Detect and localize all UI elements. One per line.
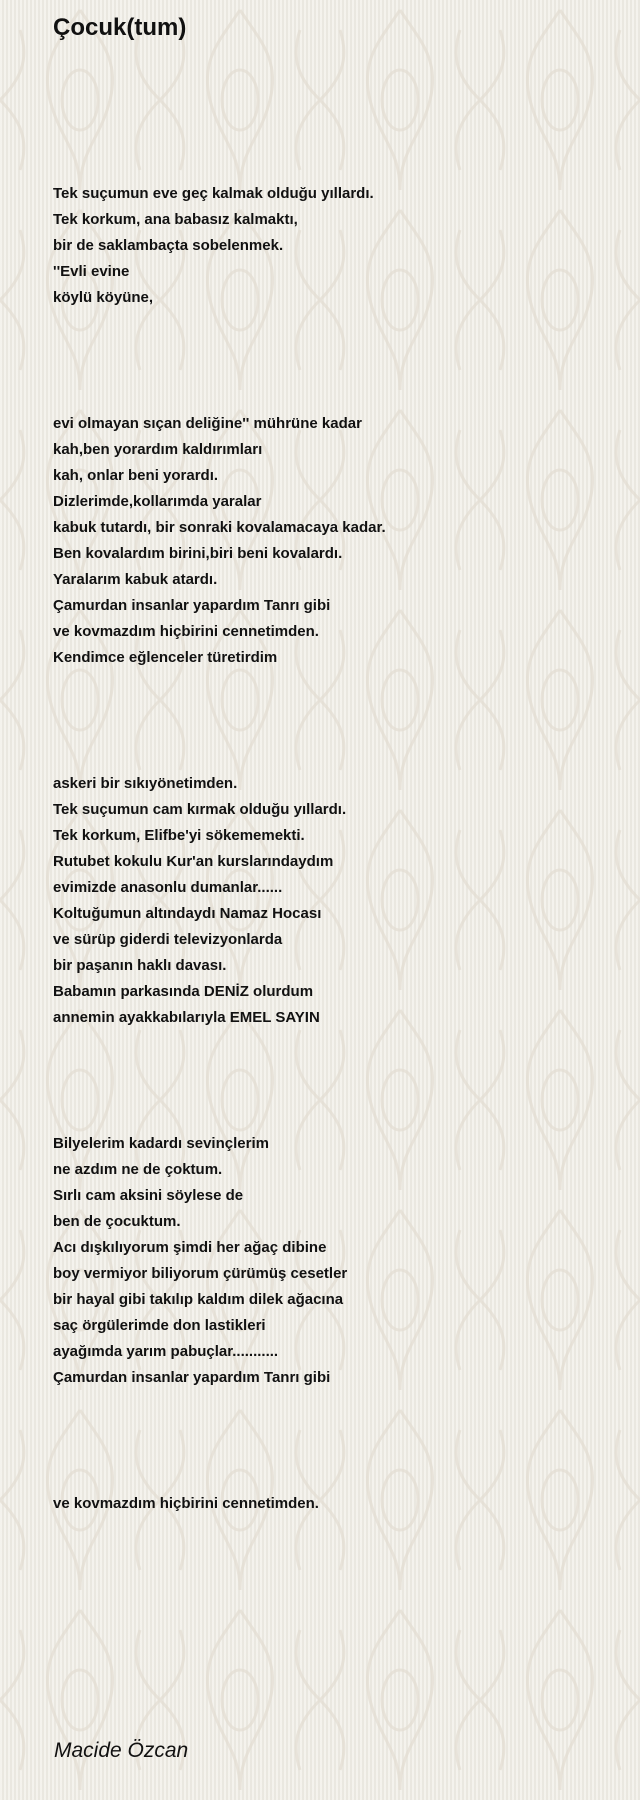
poem-line: evi olmayan sıçan deliğine'' mührüne kadar: [53, 415, 362, 432]
poem-line: bir de saklambaçta sobelenmek.: [53, 237, 284, 254]
poem-line: Tek suçumun cam kırmak olduğu yıllardı.: [53, 801, 347, 818]
stanza-1: [53, 181, 374, 311]
poem-line: kah,ben yorardım kaldırımları: [53, 441, 263, 458]
poem-line: Rutubet kokulu Kur'an kurslarındaydım: [53, 853, 334, 870]
poem-line: Çamurdan insanlar yapardım Tanrı gibi: [53, 1369, 331, 1386]
poem-line: Dizlerimde,kollarımda yaralar: [53, 493, 262, 510]
poem-line: Tek korkum, Elifbe'yi sökememekti.: [53, 827, 305, 844]
poem-line: Ben kovalardım birini,biri beni kovalardı.: [53, 545, 343, 562]
poem-line: ve kovmazdım hiçbirini cennetimden.: [53, 623, 319, 640]
stanza-3: [53, 771, 346, 1031]
poem-line: ben de çocuktum.: [53, 1213, 181, 1230]
poem-title: Çocuk(tum): [53, 14, 187, 41]
poem-line: Tek suçumun eve geç kalmak olduğu yıllardı.: [53, 185, 374, 202]
poem-line: bir hayal gibi takılıp kaldım dilek ağacına: [53, 1291, 344, 1308]
poem-line: Bilyelerim kadardı sevinçlerim: [53, 1135, 269, 1152]
poem-line: askeri bir sıkıyönetimden.: [53, 775, 238, 792]
stanza-2: [53, 411, 386, 671]
poem-line: Çamurdan insanlar yapardım Tanrı gibi: [53, 597, 331, 614]
poem-line: saç örgülerimde don lastikleri: [53, 1317, 266, 1334]
poem-line: Sırlı cam aksini söylese de: [53, 1187, 244, 1204]
poem-line: ''Evli evine: [53, 263, 130, 280]
poem-line: ve kovmazdım hiçbirini cennetimden.: [53, 1495, 319, 1512]
poem-line: ve sürüp giderdi televizyonlarda: [53, 931, 283, 948]
poem-line: Acı dışkılıyorum şimdi her ağaç dibine: [53, 1239, 327, 1256]
poem-line: evimizde anasonlu dumanlar......: [53, 879, 283, 896]
poem-line: Kendimce eğlenceler türetirdim: [53, 649, 278, 666]
stanza-4: [53, 1131, 347, 1391]
author-name[interactable]: Macide Özcan: [54, 1739, 189, 1762]
poem-line: Yaralarım kabuk atardı.: [53, 571, 218, 588]
stanza-5: [53, 1491, 319, 1517]
poem-line: kah, onlar beni yorardı.: [53, 467, 219, 484]
poem-line: Koltuğumun altındaydı Namaz Hocası: [53, 905, 322, 922]
poem-line: köylü köyüne,: [53, 289, 154, 306]
poem-line: annemin ayakkabılarıyla EMEL SAYIN: [53, 1009, 320, 1026]
poem-line: Babamın parkasında DENİZ olurdum: [53, 983, 314, 1000]
poem-line: ayağımda yarım pabuçlar...........: [53, 1343, 279, 1360]
poem-line: kabuk tutardı, bir sonraki kovalamacaya kadar.: [53, 519, 386, 536]
poem-line: bir paşanın haklı davası.: [53, 957, 227, 974]
poem-line: Tek korkum, ana babasız kalmaktı,: [53, 211, 298, 228]
poem-line: boy vermiyor biliyorum çürümüş cesetler: [53, 1265, 348, 1282]
poem-line: ne azdım ne de çoktum.: [53, 1161, 223, 1178]
